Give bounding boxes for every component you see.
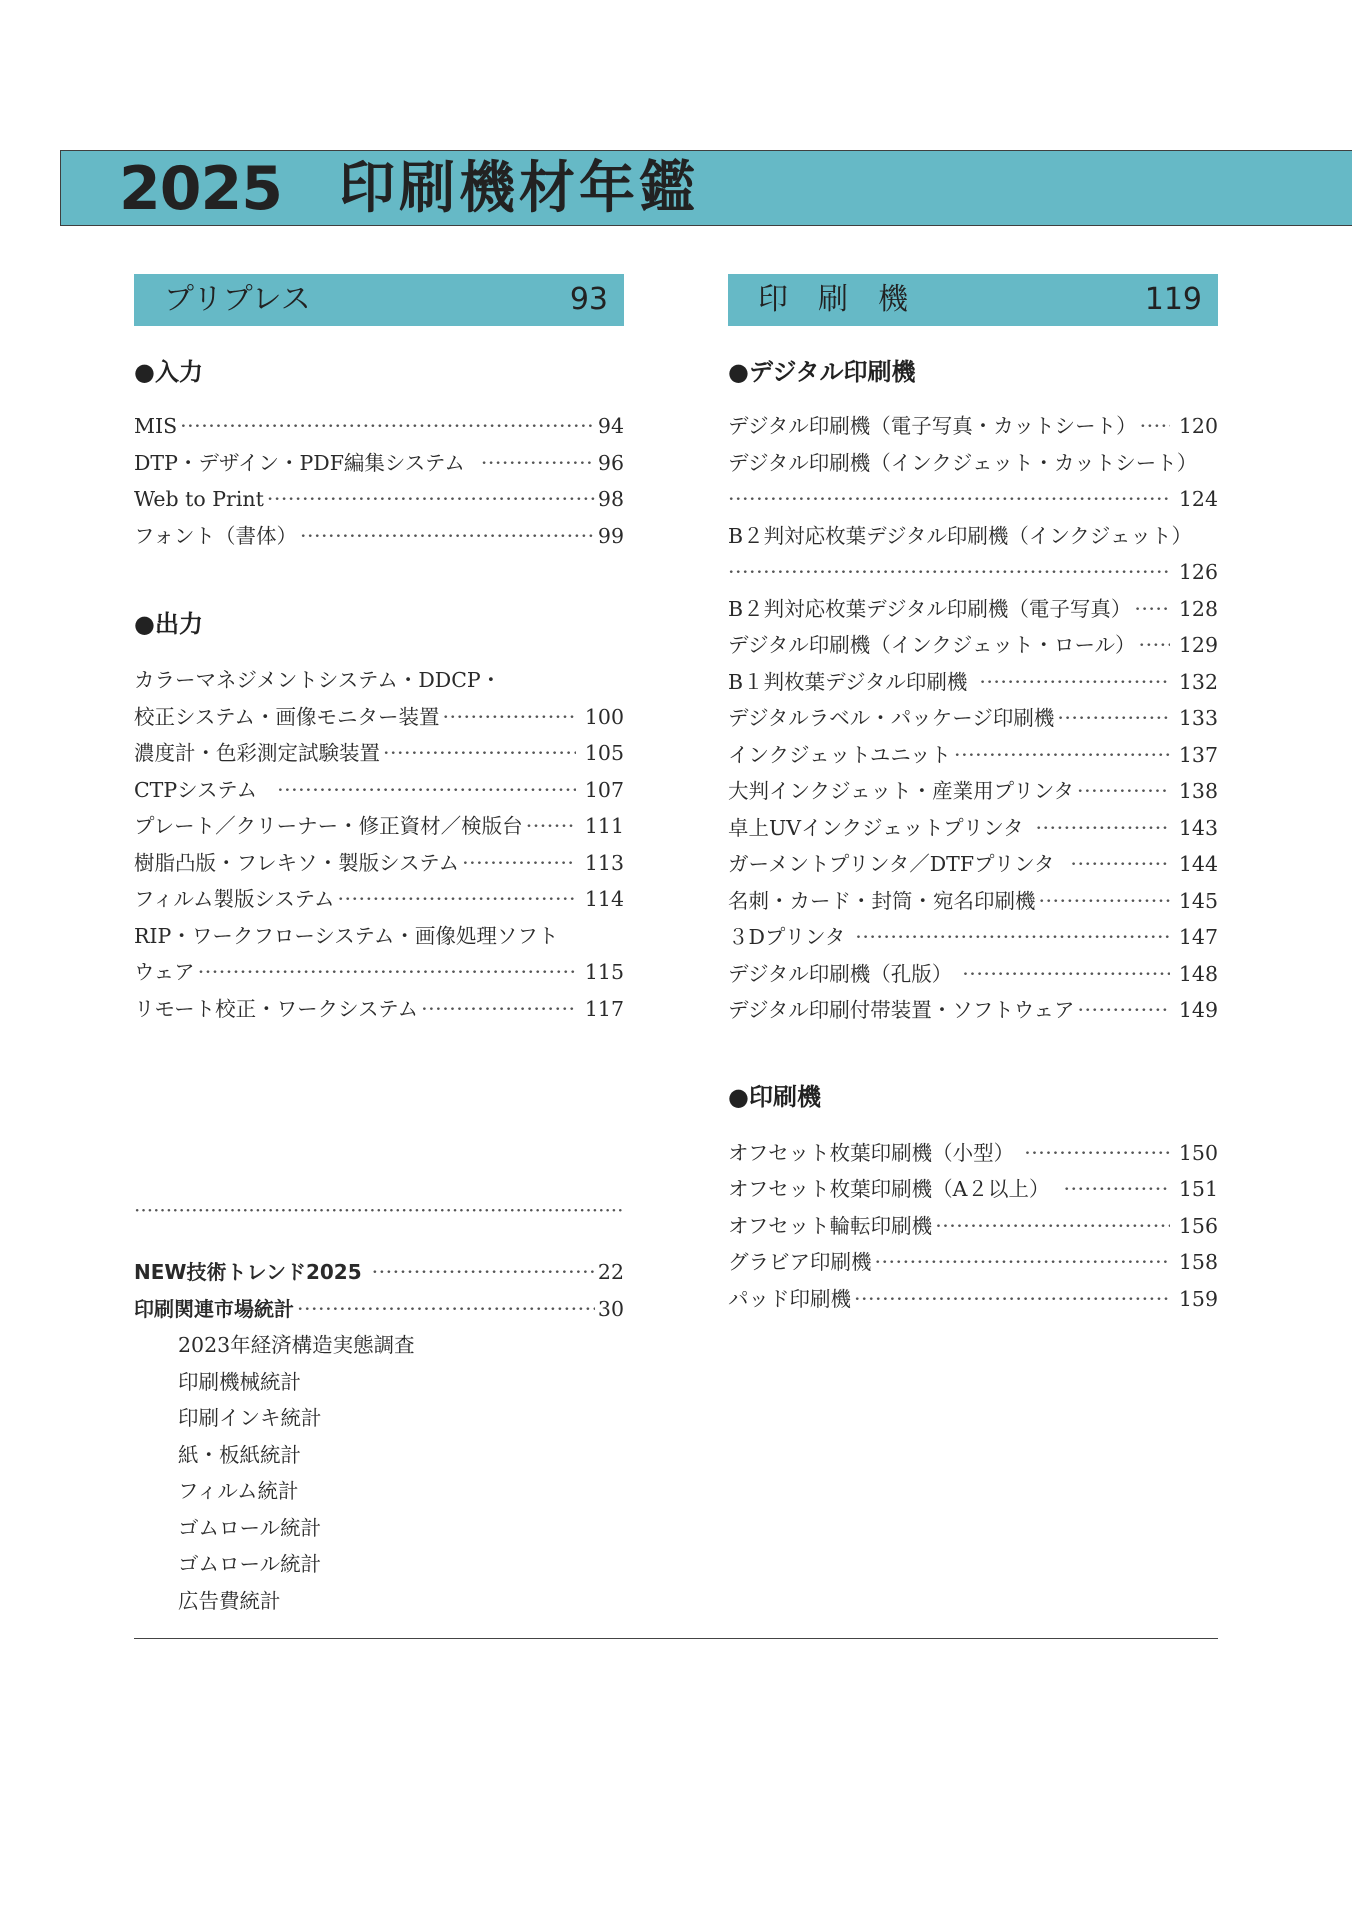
- leader-dots: [1070, 846, 1169, 883]
- toc-label: B１判枚葉デジタル印刷機: [728, 669, 968, 694]
- leader-dots: [1036, 810, 1170, 847]
- toc-label: リモート校正・ワークシステム: [134, 996, 419, 1021]
- toc-label: RIP・ワークフローシステム・画像処理ソフト: [134, 923, 559, 948]
- section-title: プリプレス: [164, 282, 311, 317]
- toc-entry[interactable]: [134, 699, 624, 736]
- toc-entry-leader[interactable]: [728, 481, 1218, 518]
- leader-dots: [979, 664, 1170, 701]
- leader-dots: [1140, 408, 1170, 445]
- prepress-section-header: [134, 274, 624, 326]
- toc-page: 111: [584, 814, 624, 838]
- toc-label: 濃度計・色彩測定試験装置: [134, 741, 380, 765]
- toc-label: デジタル印刷機（インクジェット・ロール）: [728, 633, 1136, 657]
- toc-entry[interactable]: [728, 408, 1218, 445]
- toc-label: カラーマネジメントシステム・DDCP・: [134, 668, 502, 692]
- toc-page: 30: [597, 1296, 624, 1321]
- toc-entry[interactable]: [134, 735, 624, 772]
- leader-dots: [962, 956, 1170, 993]
- toc-label: Web to Print: [134, 487, 264, 511]
- press-toc-list: [728, 1135, 1218, 1318]
- toc-entry[interactable]: [134, 1254, 624, 1291]
- toc-label: オフセット枚葉印刷機（A２以上）: [728, 1177, 1050, 1201]
- toc-page: 143: [1178, 815, 1218, 840]
- toc-label: 卓上UVインクジェットプリンタ: [728, 815, 1024, 840]
- toc-entry[interactable]: [134, 991, 624, 1028]
- toc-entry-leader[interactable]: [728, 554, 1218, 591]
- stats-item[interactable]: ゴムロール統計: [178, 1552, 322, 1576]
- leader-dots: [875, 1244, 1170, 1281]
- toc-label: NEW技術トレンド2025: [134, 1260, 362, 1284]
- toc-label: デジタル印刷機（インクジェット・カットシート）: [728, 450, 1198, 475]
- leader-dots: [1077, 773, 1170, 810]
- toc-page: 124: [1178, 487, 1218, 511]
- toc-label: プレート／クリーナー・修正資材／検版台: [134, 814, 523, 838]
- toc-page: 151: [1178, 1177, 1218, 1201]
- toc-label: ガーメントプリンタ／DTFプリンタ: [728, 852, 1055, 876]
- toc-page: 158: [1178, 1250, 1218, 1274]
- toc-label: B２判対応枚葉デジタル印刷機（電子写真）: [728, 596, 1132, 621]
- toc-label: フィルム製版システム: [134, 887, 335, 911]
- toc-page: 114: [584, 887, 624, 911]
- toc-entry[interactable]: [134, 881, 624, 918]
- toc-page: 156: [1178, 1213, 1218, 1238]
- toc-entry[interactable]: [728, 1244, 1218, 1281]
- leader-dots: [421, 991, 576, 1028]
- toc-page: 105: [584, 741, 624, 765]
- toc-label: MIS: [134, 414, 178, 438]
- toc-entry[interactable]: [134, 518, 624, 555]
- extras-list: [134, 1254, 624, 1619]
- toc-page: 115: [584, 960, 624, 984]
- toc-page: 144: [1178, 852, 1218, 876]
- toc-label: デジタル印刷機（孔版）: [728, 961, 953, 986]
- leader-dots: [1139, 627, 1170, 664]
- leader-dots: [267, 481, 595, 518]
- leader-dots: [954, 737, 1170, 774]
- toc-page: 120: [1178, 414, 1218, 438]
- leader-dots: [526, 808, 576, 845]
- toc-page: 133: [1178, 706, 1218, 730]
- toc-page: 148: [1178, 961, 1218, 986]
- toc-label: B２判対応枚葉デジタル印刷機（インクジェット）: [728, 523, 1193, 548]
- leader-dots: [1063, 1171, 1169, 1208]
- toc-label: デジタルラベル・パッケージ印刷機: [728, 706, 1055, 730]
- leader-dots: [728, 481, 1170, 518]
- toc-page: 128: [1178, 596, 1218, 621]
- toc-page: 100: [584, 704, 624, 729]
- stats-item[interactable]: 印刷機械統計: [178, 1369, 301, 1394]
- leader-dots: [300, 518, 595, 555]
- toc-label: パッド印刷機: [728, 1286, 851, 1311]
- toc-label-cont: 校正システム・画像モニター装置: [134, 704, 440, 729]
- toc-label: ３Dプリンタ: [728, 925, 846, 949]
- toc-entry[interactable]: [134, 481, 624, 518]
- toc-page: 147: [1178, 925, 1218, 949]
- toc-label: オフセット輪転印刷機: [728, 1213, 933, 1238]
- separator-dots: [134, 1196, 624, 1224]
- toc-page: 99: [597, 523, 624, 548]
- toc-entry-line1[interactable]: [728, 445, 1218, 482]
- toc-page: 22: [597, 1260, 624, 1284]
- toc-entry-line1[interactable]: [728, 518, 1218, 555]
- stats-item[interactable]: フィルム統計: [178, 1479, 299, 1503]
- leader-dots: [854, 1281, 1170, 1318]
- leader-dots: [338, 881, 576, 918]
- toc-entry-line1[interactable]: [134, 662, 624, 699]
- leader-dots: [462, 845, 576, 882]
- toc-entry[interactable]: [728, 773, 1218, 810]
- toc-page: 150: [1178, 1140, 1218, 1165]
- toc-page: 98: [597, 487, 624, 511]
- press-section-header: [728, 274, 1218, 326]
- toc-entry[interactable]: [728, 627, 1218, 664]
- toc-entry[interactable]: [728, 1281, 1218, 1318]
- leader-dots: [935, 1208, 1170, 1245]
- toc-page: 138: [1178, 779, 1218, 803]
- toc-entry[interactable]: [728, 1171, 1218, 1208]
- toc-page: 117: [584, 996, 624, 1021]
- toc-entry[interactable]: [134, 1291, 624, 1328]
- section-page: 93: [569, 282, 608, 317]
- stats-item[interactable]: 印刷インキ統計: [178, 1406, 322, 1430]
- bottom-rule: [134, 1638, 1218, 1639]
- leader-dots: [1039, 883, 1170, 920]
- toc-entry[interactable]: [134, 808, 624, 845]
- toc-page: 94: [597, 414, 624, 438]
- toc-label: DTP・デザイン・PDF編集システム: [134, 450, 465, 475]
- toc-page: 107: [584, 777, 624, 802]
- toc-entry[interactable]: [728, 810, 1218, 847]
- leader-dots: [180, 408, 595, 445]
- prepress-column: [134, 274, 624, 1027]
- leader-dots: [1077, 992, 1169, 1029]
- leader-dots: [1057, 700, 1170, 737]
- toc-entry[interactable]: [134, 445, 624, 482]
- leader-dots: [728, 554, 1170, 591]
- toc-entry[interactable]: [728, 992, 1218, 1029]
- toc-entry[interactable]: [728, 846, 1218, 883]
- leader-dots: [1134, 591, 1170, 628]
- title-banner: [60, 150, 1352, 226]
- toc-entry[interactable]: [728, 1208, 1218, 1245]
- stats-item[interactable]: ゴムロール統計: [178, 1515, 322, 1540]
- toc-page: 129: [1178, 633, 1218, 657]
- leader-dots: [442, 699, 575, 736]
- toc-label: インクジェットユニット: [728, 742, 952, 767]
- leader-dots: [481, 445, 595, 482]
- stats-item[interactable]: 広告費統計: [178, 1588, 281, 1613]
- press-column: [728, 274, 1218, 1317]
- toc-label: グラビア印刷機: [728, 1250, 872, 1274]
- leader-dots: [372, 1254, 595, 1291]
- toc-label: デジタル印刷付帯装置・ソフトウェア: [728, 998, 1075, 1022]
- toc-page: 132: [1178, 669, 1218, 694]
- toc-entry[interactable]: [134, 954, 624, 991]
- toc-entry[interactable]: [134, 845, 624, 882]
- toc-label-cont: ウェア: [134, 960, 195, 984]
- leader-dots: [198, 954, 576, 991]
- toc-label: 大判インクジェット・産業用プリンタ: [728, 779, 1075, 803]
- toc-entry[interactable]: [728, 956, 1218, 993]
- banner-title: 印刷機材年鑑: [339, 156, 699, 221]
- toc-entry[interactable]: [134, 772, 624, 809]
- toc-page: 113: [584, 850, 624, 875]
- output-toc-list: [134, 662, 624, 1027]
- toc-entry[interactable]: [728, 883, 1218, 920]
- toc-entry[interactable]: [728, 919, 1218, 956]
- group-title-output: ●出力: [134, 610, 203, 638]
- toc-page: 149: [1178, 998, 1218, 1022]
- digital-toc-list: [728, 408, 1218, 1029]
- toc-page: 137: [1178, 742, 1218, 767]
- stats-item[interactable]: 2023年経済構造実態調査: [178, 1333, 415, 1357]
- toc-entry[interactable]: [728, 664, 1218, 701]
- input-toc-list: [134, 408, 624, 554]
- leader-dots: [297, 1291, 595, 1328]
- toc-label: デジタル印刷機（電子写真・カットシート）: [728, 414, 1137, 438]
- leader-dots: [1024, 1135, 1170, 1172]
- leader-dots: [277, 772, 576, 809]
- toc-label: 印刷関連市場統計: [134, 1296, 294, 1321]
- toc-page: 159: [1178, 1286, 1218, 1311]
- toc-entry-line1[interactable]: [134, 918, 624, 955]
- toc-label: 名刺・カード・封筒・宛名印刷機: [728, 888, 1036, 913]
- toc-page: 126: [1178, 560, 1218, 584]
- toc-page: 145: [1178, 888, 1218, 913]
- group-title-digital: ●デジタル印刷機: [728, 358, 916, 386]
- stats-item[interactable]: 紙・板紙統計: [178, 1442, 301, 1467]
- toc-entry[interactable]: [728, 737, 1218, 774]
- section-title: 印 刷 機: [758, 282, 908, 317]
- leader-dots: [855, 919, 1170, 956]
- group-title-press: ●印刷機: [728, 1082, 821, 1111]
- toc-entry[interactable]: [728, 591, 1218, 628]
- toc-label: CTPシステム: [134, 777, 258, 802]
- toc-label: オフセット枚葉印刷機（小型）: [728, 1140, 1015, 1165]
- toc-label: フォント（書体）: [134, 523, 297, 548]
- toc-entry[interactable]: [728, 1135, 1218, 1172]
- leader-dots: [383, 735, 576, 772]
- toc-entry[interactable]: [728, 700, 1218, 737]
- section-page: 119: [1144, 282, 1202, 317]
- toc-label: 樹脂凸版・フレキソ・製版システム: [134, 850, 460, 875]
- toc-entry[interactable]: [134, 408, 624, 445]
- banner-year: 2025: [119, 154, 282, 224]
- toc-page: 96: [597, 450, 624, 475]
- group-title-input: ●入力: [134, 358, 203, 386]
